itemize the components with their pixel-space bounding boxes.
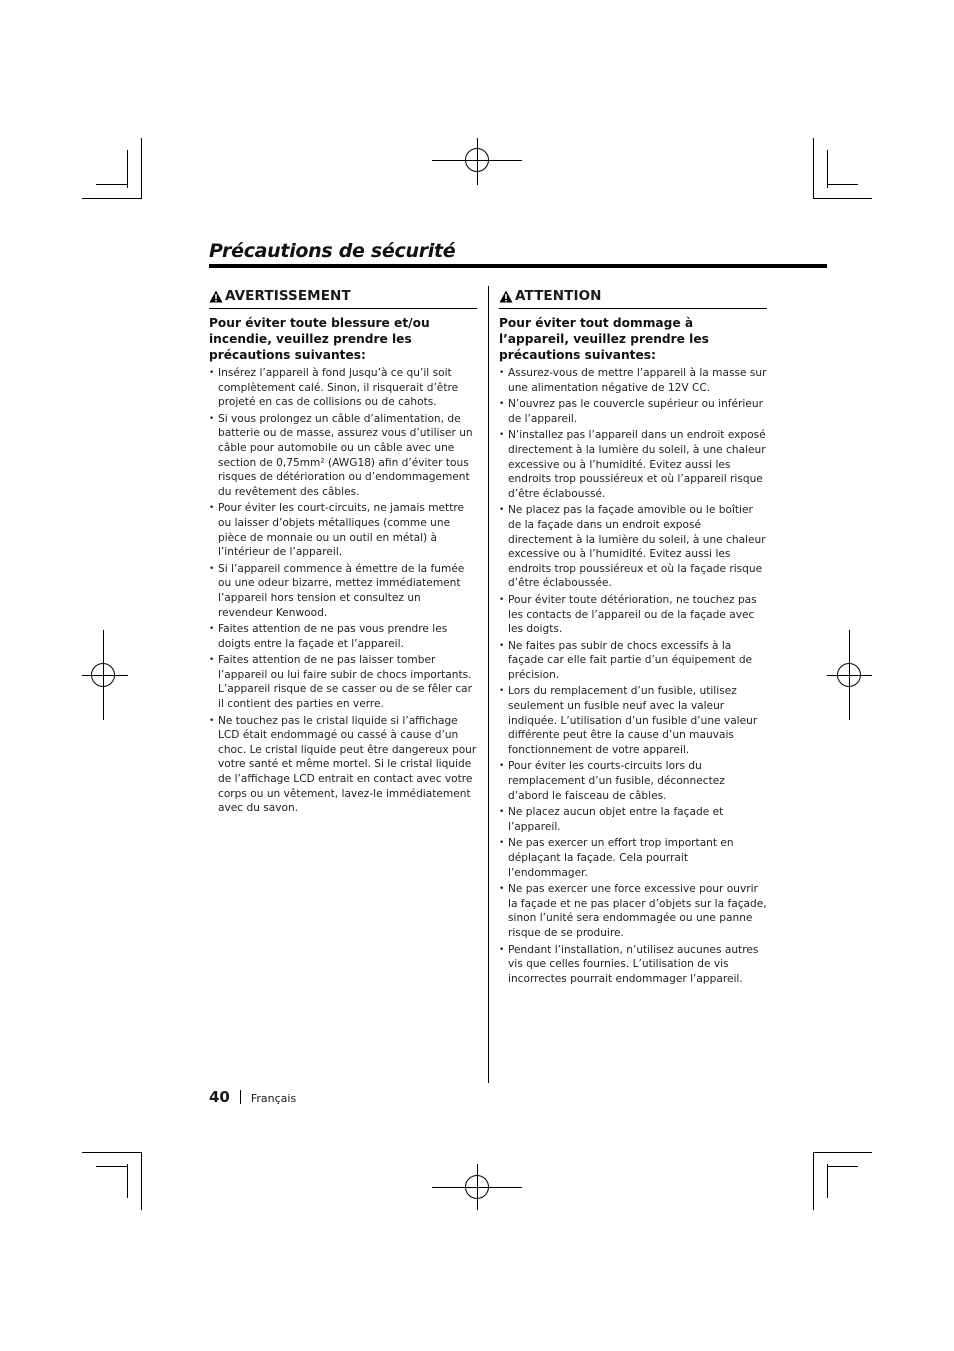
list-item: • Ne pas exercer une force excessive pour ouvrir la façade et ne pas placer d’objets sur la façade, sinon l’unité sera endommagée ou une panne risque de se produire. bbox=[499, 882, 767, 940]
footer-separator bbox=[240, 1090, 241, 1104]
warning-section bbox=[209, 286, 477, 818]
list-item: • N’installez pas l’appareil dans un endroit exposé directement à la lumière du soleil, à une chaleur excessive ou à l’humidité. Evitez aussi les endroits trop poussiéreux et où l’appareil risque d’être éclaboussé. bbox=[499, 428, 767, 501]
language-label: Français bbox=[250, 1092, 297, 1105]
list-item: • Si l’appareil commence à émettre de la fumée ou une odeur bizarre, mettez immédiatement l’appareil hors tension et consultez un revendeur Kenwood. bbox=[209, 562, 477, 620]
list-item: • Pour éviter toute détérioration, ne touchez pas les contacts de l’appareil ou de la façade avec les doigts. bbox=[499, 593, 767, 637]
warning-heading-label: AVERTISSEMENT bbox=[225, 288, 351, 304]
page-title: Précautions de sécurité bbox=[209, 240, 456, 262]
column-divider bbox=[488, 286, 489, 1083]
list-item: • Ne pas exercer un effort trop important en déplaçant la façade. Cela pourrait l’endommager. bbox=[499, 836, 767, 880]
list-item: • Pendant l’installation, n’utilisez aucunes autres vis que celles fournies. L’utilisation de vis incorrectes pourrait endommager l’appareil. bbox=[499, 943, 767, 987]
warning-intro: Pour éviter toute blessure et/ou incendie, veuillez prendre les précautions suivantes: bbox=[209, 316, 430, 362]
warning-triangle-icon bbox=[209, 290, 223, 303]
list-item: • N’ouvrez pas le couvercle supérieur ou inférieur de l’appareil. bbox=[499, 397, 767, 426]
warning-heading bbox=[209, 286, 477, 309]
list-item: • Si vous prolongez un câble d’alimentation, de batterie ou de masse, assurez vous d’utiliser un câble pour automobile ou un câble avec une section de 0,75mm² (AWG18) afin d’éviter tous risques de détérioration ou d’endommagement du revêtement des câbles. bbox=[209, 412, 477, 500]
caution-section bbox=[499, 286, 767, 988]
title-rule bbox=[209, 264, 827, 268]
page-footer bbox=[209, 1088, 296, 1106]
warning-triangle-icon bbox=[499, 290, 513, 303]
list-item: • Ne touchez pas le cristal liquide si l’affichage LCD était endommagé ou cassé à cause d’un choc. Le cristal liquide peut être dangereux pour votre santé et même mortel. Si le cristal liquide de l’affichage LCD entrait en contact avec votre corps ou un vêtement, lavez-le immédiatement avec du savon. bbox=[209, 714, 477, 816]
list-item: • Pour éviter les courts-circuits lors du remplacement d’un fusible, déconnectez d’abord le faisceau de câbles. bbox=[499, 759, 767, 803]
list-item: • Ne faites pas subir de chocs excessifs à la façade car elle fait partie d’un équipement de précision. bbox=[499, 639, 767, 683]
list-item: • Lors du remplacement d’un fusible, utilisez seulement un fusible neuf avec la valeur indiquée. L’utilisation d’un fusible d’une valeur différente peut être la cause d’un mauvais fonctionnement de votre appareil. bbox=[499, 684, 767, 757]
list-item: • Insérez l’appareil à fond jusqu’à ce qu’il soit complètement calé. Sinon, il risquerait d’être projeté en cas de collisions ou de cahots. bbox=[209, 366, 477, 410]
warning-list bbox=[209, 366, 477, 816]
list-item: • Ne placez pas la façade amovible ou le boîtier de la façade dans un endroit exposé directement à la lumière du soleil, à une chaleur excessive ou à l’humidité. Evitez aussi les endroits trop poussiéreux et où la façade risque d’être éclaboussée. bbox=[499, 503, 767, 591]
list-item: • Ne placez aucun objet entre la façade et l’appareil. bbox=[499, 805, 767, 834]
caution-list bbox=[499, 366, 767, 986]
caution-heading bbox=[499, 286, 767, 309]
list-item: • Assurez-vous de mettre l’appareil à la masse sur une alimentation négative de 12V CC. bbox=[499, 366, 767, 395]
page-number: 40 bbox=[209, 1088, 230, 1106]
list-item: • Faites attention de ne pas laisser tomber l’appareil ou lui faire subir de chocs importants. L’appareil risque de se casser ou de se fêler car il contient des parties en verre. bbox=[209, 653, 477, 711]
list-item: • Pour éviter les court-circuits, ne jamais mettre ou laisser d’objets métalliques (comme une pièce de monnaie ou un outil en métal) à l’intérieur de l’appareil. bbox=[209, 501, 477, 559]
caution-heading-label: ATTENTION bbox=[515, 288, 602, 304]
list-item: • Faites attention de ne pas vous prendre les doigts entre la façade et l’appareil. bbox=[209, 622, 477, 651]
caution-intro: Pour éviter tout dommage à l’appareil, veuillez prendre les précautions suivantes: bbox=[499, 316, 709, 362]
